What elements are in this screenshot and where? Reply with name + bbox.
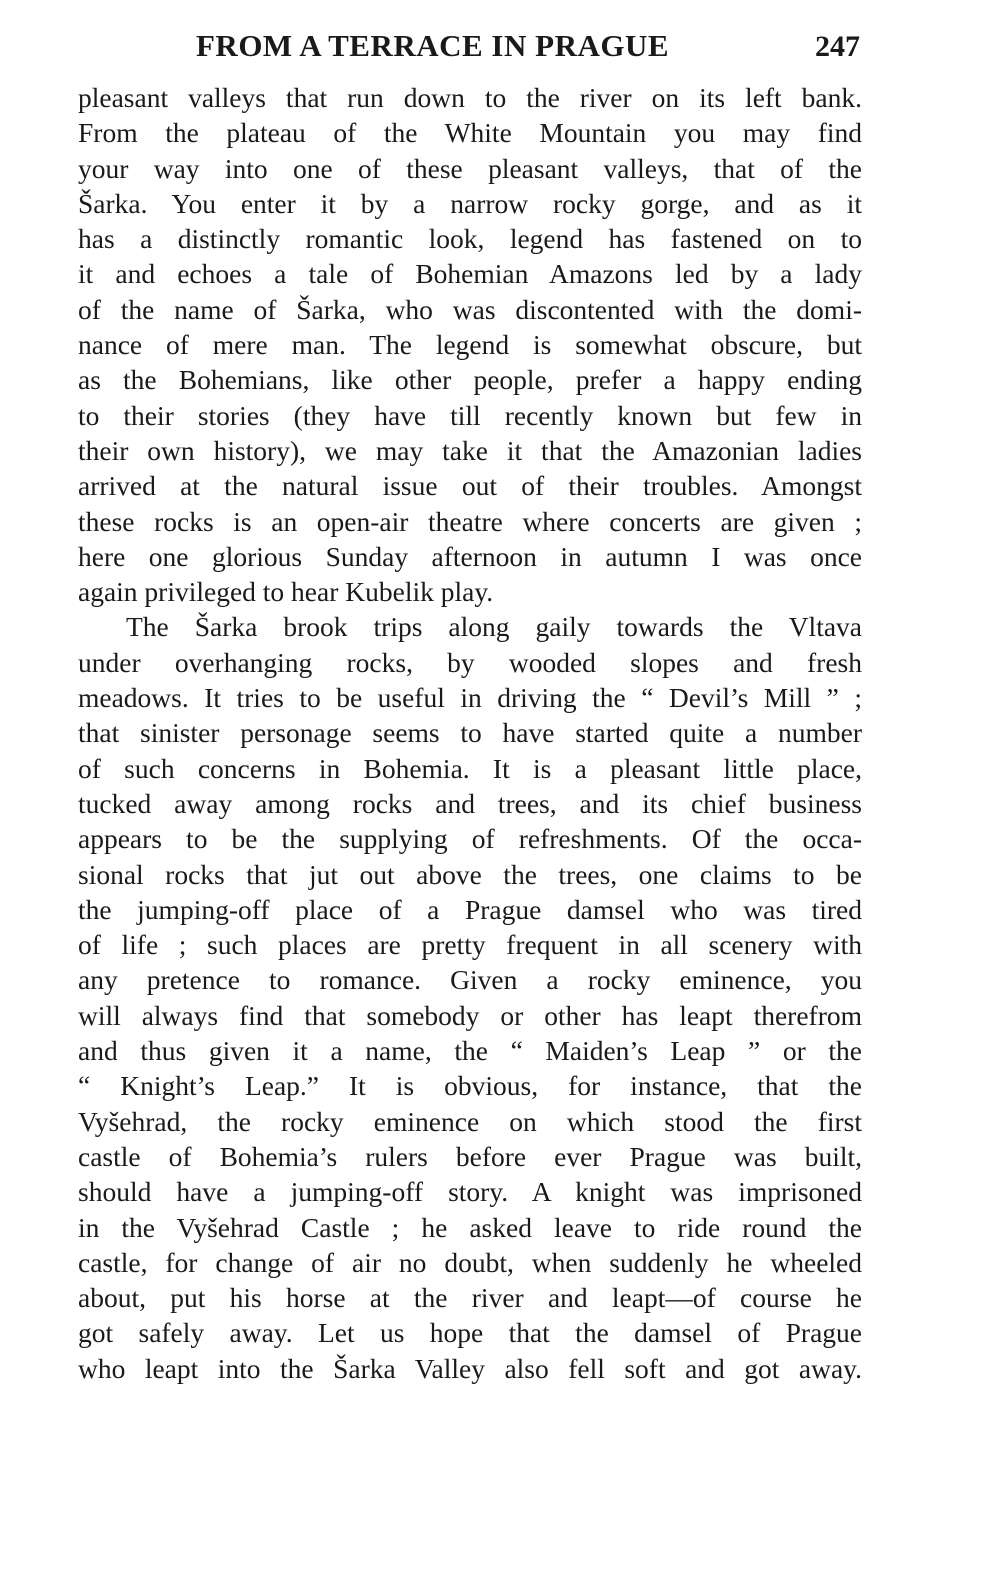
text-line: “ Knight’s Leap.” It is obvious, for instance, that the — [78, 1070, 862, 1102]
chapter-title: FROM A TERRACE IN PRAGUE — [196, 28, 670, 63]
text-line: who leapt into the Šarka Valley also fell soft and got away. — [78, 1352, 862, 1384]
text-line: The Šarka brook trips along gaily towards the Vltava — [126, 611, 862, 643]
text-line: these rocks is an open-air theatre where concerts are given ; — [78, 505, 862, 537]
text-line: of life ; such places are pretty frequent in all scenery with — [78, 929, 862, 961]
text-line: here one glorious Sunday afternoon in autumn I was once — [78, 540, 862, 572]
paragraph-1 — [78, 80, 862, 609]
text-line: arrived at the natural issue out of their troubles. Amongst — [78, 470, 862, 502]
text-line: castle of Bohemia’s rulers before ever Prague was built, — [78, 1140, 862, 1172]
text-line: sional rocks that jut out above the trees, one claims to be — [78, 858, 862, 890]
text-line: has a distinctly romantic look, legend has fastened on to — [78, 223, 862, 255]
text-line: castle, for change of air no doubt, when suddenly he wheeled — [78, 1246, 862, 1278]
running-head — [78, 28, 862, 80]
text-line: appears to be the supplying of refreshments. Of the occa- — [78, 823, 862, 855]
text-line: pleasant valleys that run down to the river on its left bank. — [78, 82, 862, 113]
text-line: under overhanging rocks, by wooded slopes and fresh — [78, 646, 862, 678]
page-number: 247 — [815, 30, 860, 63]
text-line: your way into one of these pleasant valleys, that of the — [78, 152, 862, 184]
text-line: got safely away. Let us hope that the damsel of Prague — [78, 1317, 862, 1349]
text-line: that sinister personage seems to have started quite a number — [78, 717, 862, 749]
text-line: of such concerns in Bohemia. It is a pleasant little place, — [78, 752, 862, 784]
text-line: their own history), we may take it that the Amazonian ladies — [78, 434, 862, 466]
text-line: it and echoes a tale of Bohemian Amazons led by a lady — [78, 258, 862, 290]
text-line: tucked away among rocks and trees, and its chief business — [78, 787, 862, 819]
text-line: Šarka. You enter it by a narrow rocky gorge, and as it — [78, 187, 862, 219]
text-line: should have a jumping-off story. A knight was imprisoned — [78, 1176, 862, 1208]
text-line: the jumping-off place of a Prague damsel who was tired — [78, 893, 862, 925]
text-line: will always find that somebody or other has leapt therefrom — [78, 999, 862, 1031]
text-line: any pretence to romance. Given a rocky eminence, you — [78, 964, 862, 996]
text-line: meadows. It tries to be useful in driving the “ Devil’s Mill ” ; — [78, 682, 862, 714]
paragraph-2 — [78, 609, 862, 1386]
text-line: to their stories (they have till recently known but few in — [78, 399, 862, 431]
text-line: in the Vyšehrad Castle ; he asked leave to ride round the — [78, 1211, 862, 1243]
text-line: again privileged to hear Kubelik play. — [78, 576, 494, 608]
text-line: and thus given it a name, the “ Maiden’s Leap ” or the — [78, 1035, 862, 1067]
text-line: nance of mere man. The legend is somewhat obscure, but — [78, 329, 862, 361]
text-line: of the name of Šarka, who was discontented with the domi- — [78, 293, 862, 325]
text-line: From the plateau of the White Mountain you may find — [78, 117, 862, 149]
book-page — [78, 28, 862, 1386]
text-line: about, put his horse at the river and leapt—of course he — [78, 1282, 862, 1314]
text-line: as the Bohemians, like other people, prefer a happy ending — [78, 364, 862, 396]
text-line: Vyšehrad, the rocky eminence on which stood the first — [78, 1105, 862, 1137]
